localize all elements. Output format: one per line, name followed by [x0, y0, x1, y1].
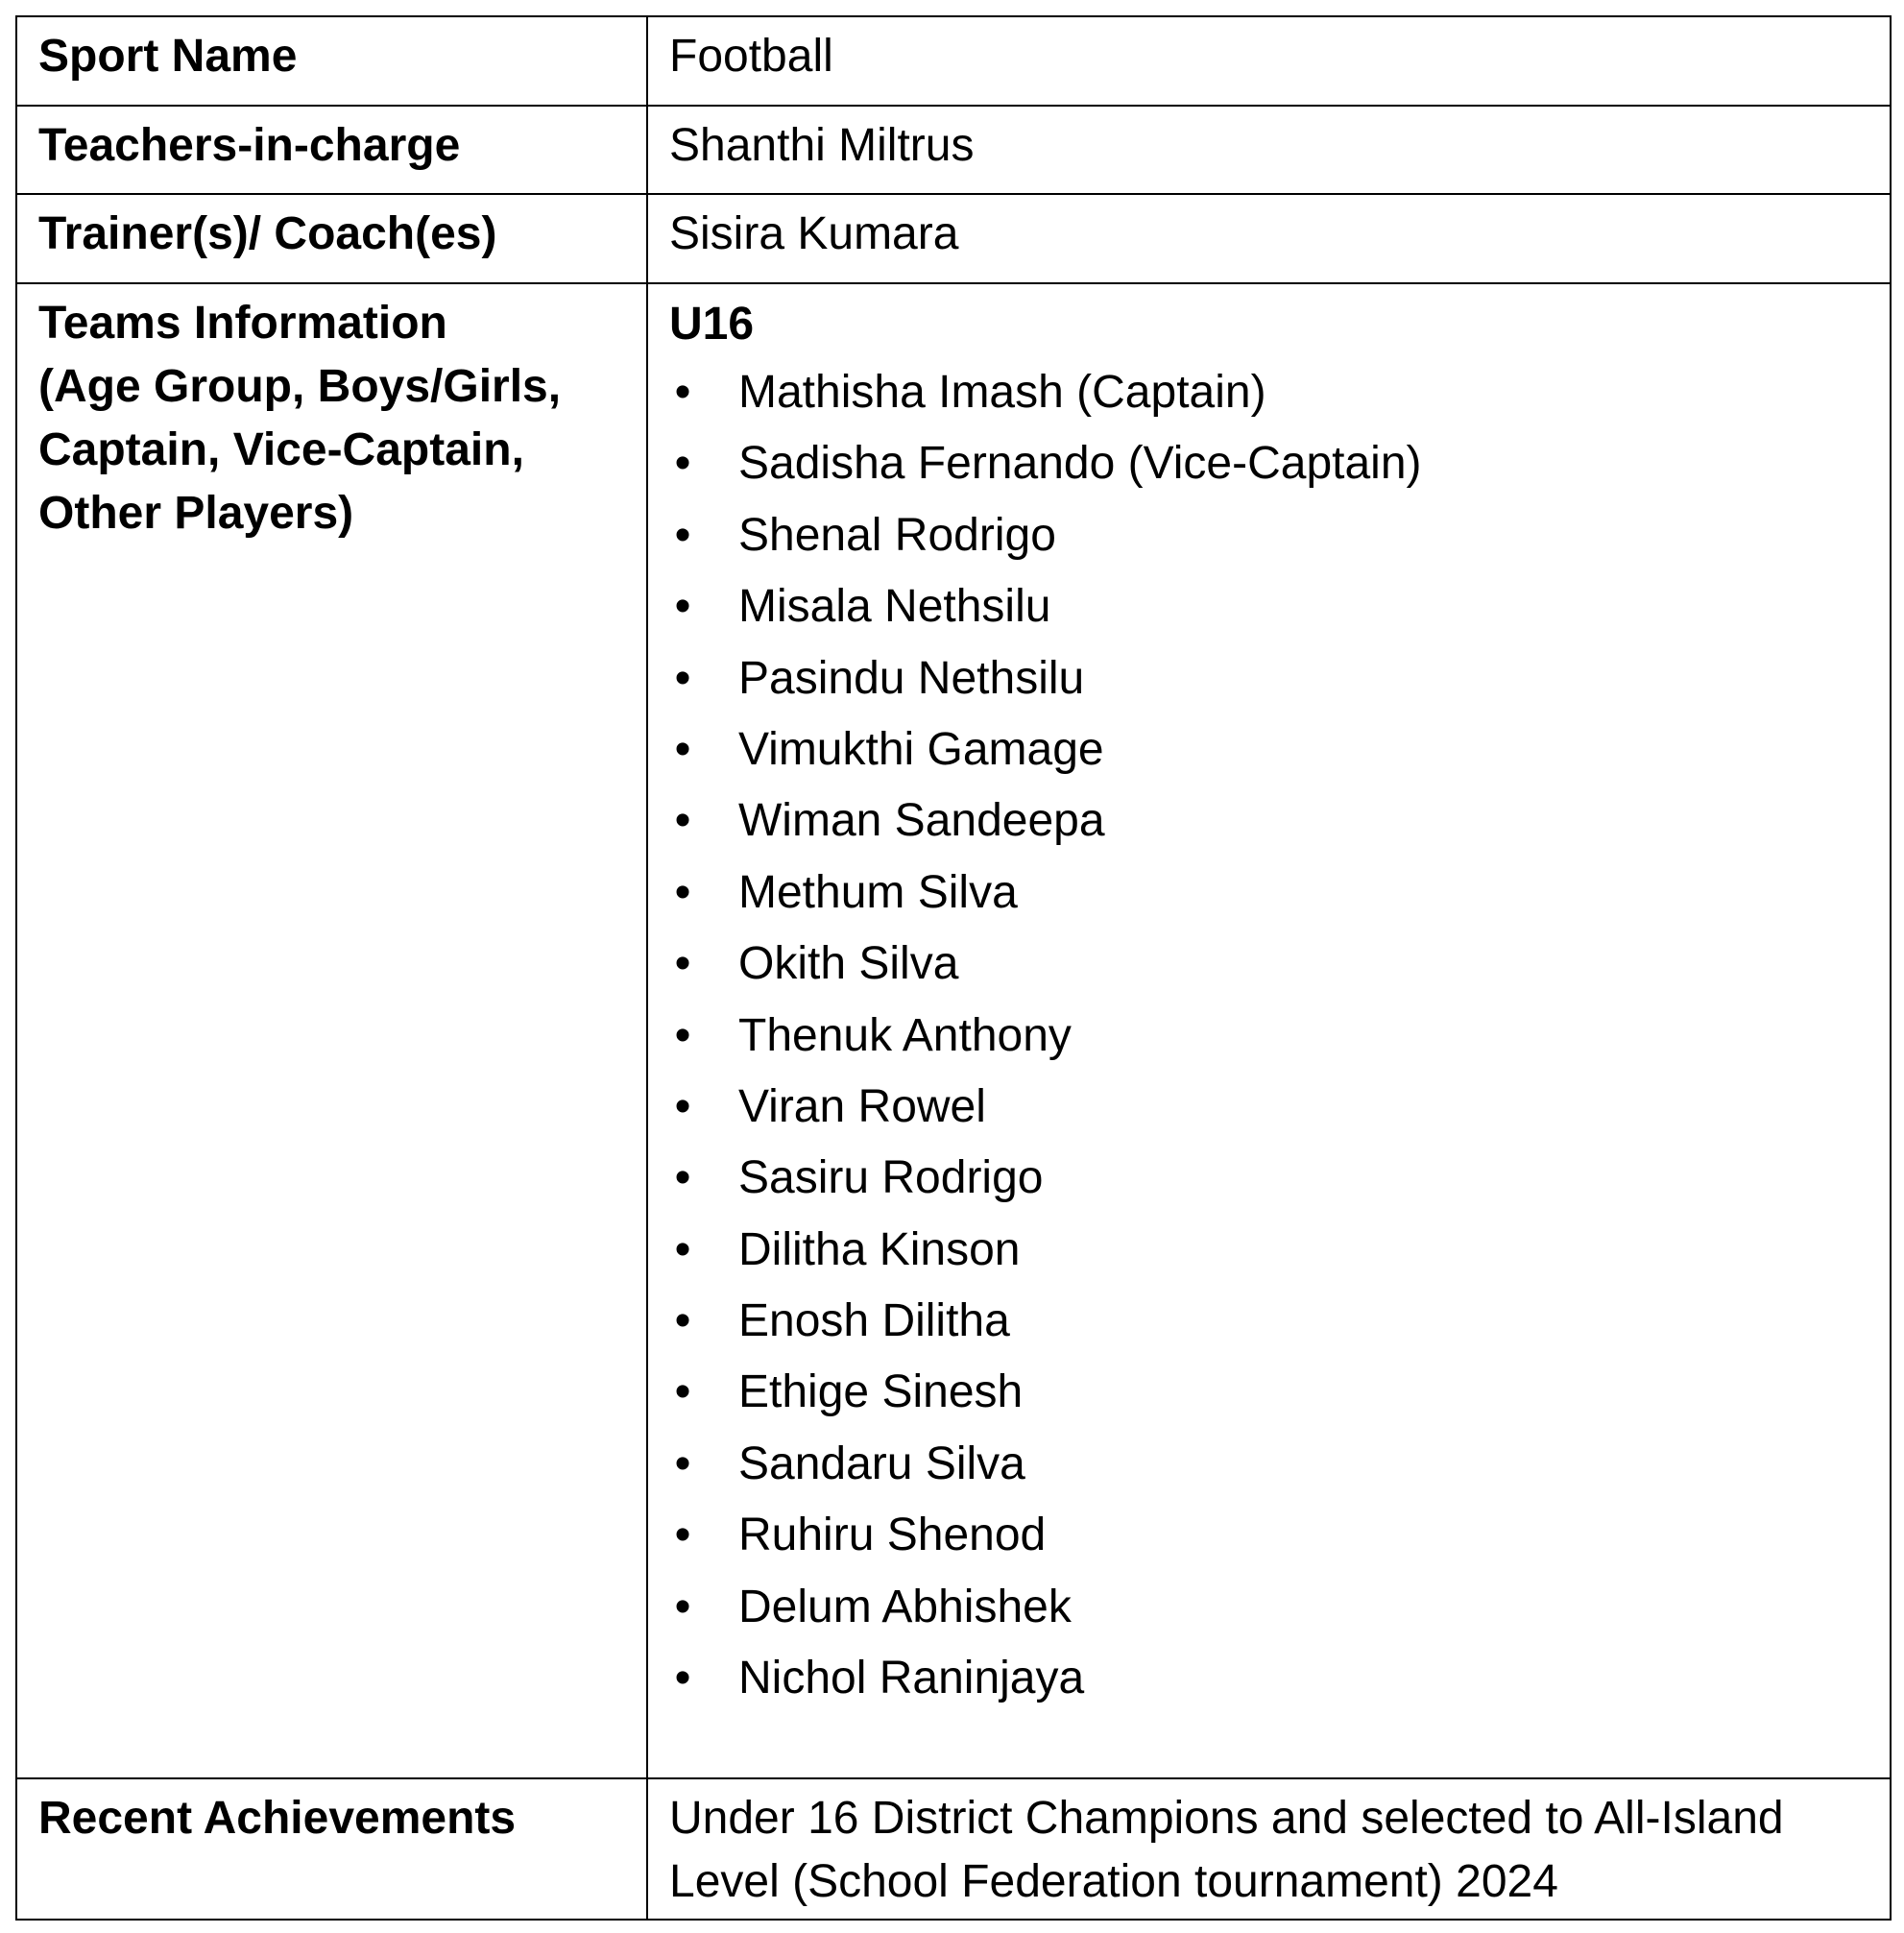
player-name: Sasiru Rodrigo: [738, 1152, 1044, 1204]
list-item: [669, 929, 1868, 1000]
bullet-icon: •: [674, 1152, 691, 1204]
player-name: Methum Silva: [738, 866, 1018, 918]
player-name: Delum Abhishek: [738, 1581, 1072, 1632]
bullet-icon: •: [674, 938, 691, 990]
sport-name-value: Football: [647, 16, 1891, 106]
teams-information-value: [647, 283, 1891, 1778]
list-item: [669, 714, 1868, 785]
list-item: [669, 1143, 1868, 1214]
list-item: [669, 571, 1868, 642]
list-item: [669, 1001, 1868, 1072]
player-name: Wiman Sandeepa: [738, 795, 1105, 847]
player-name: Misala Nethsilu: [738, 581, 1051, 633]
recent-achievements-label: Recent Achievements: [16, 1778, 647, 1920]
player-name: Shenal Rodrigo: [738, 509, 1056, 561]
bullet-icon: •: [674, 1009, 691, 1061]
list-item: [669, 1500, 1868, 1571]
player-name: Mathisha Imash (Captain): [738, 367, 1266, 418]
bullet-icon: •: [674, 1223, 691, 1275]
player-name: Thenuk Anthony: [738, 1009, 1072, 1061]
team-age-group: U16: [669, 299, 755, 350]
sport-name-label: Sport Name: [16, 16, 647, 106]
player-list: [669, 357, 1868, 1714]
list-item: [669, 1643, 1868, 1714]
list-item: [669, 1286, 1868, 1357]
player-name: Okith Silva: [738, 938, 959, 990]
player-name: Sadisha Fernando (Vice-Captain): [738, 438, 1422, 490]
bullet-icon: •: [674, 438, 691, 490]
list-item: [669, 1357, 1868, 1428]
list-item: [669, 357, 1868, 428]
player-name: Ruhiru Shenod: [738, 1510, 1047, 1561]
bullet-icon: •: [674, 866, 691, 918]
teachers-in-charge-value: Shanthi Miltrus: [647, 106, 1891, 194]
list-item: [669, 1572, 1868, 1643]
player-name: Enosh Dilitha: [738, 1295, 1010, 1347]
player-name: Nichol Raninjaya: [738, 1653, 1085, 1704]
list-item: [669, 1215, 1868, 1286]
bullet-icon: •: [674, 795, 691, 847]
bullet-icon: •: [674, 1366, 691, 1418]
recent-achievements-row: [16, 1778, 1891, 1920]
trainer-coach-label: Trainer(s)/ Coach(es): [16, 194, 647, 283]
player-name: Vimukthi Gamage: [738, 723, 1104, 775]
sport-name-row: [16, 16, 1891, 106]
bullet-icon: •: [674, 1653, 691, 1704]
list-item: [669, 428, 1868, 499]
bullet-icon: •: [674, 1438, 691, 1489]
list-item: [669, 785, 1868, 857]
bullet-icon: •: [674, 1295, 691, 1347]
bullet-icon: •: [674, 1080, 691, 1132]
trainer-coach-row: [16, 194, 1891, 283]
player-name: Dilitha Kinson: [738, 1223, 1021, 1275]
sport-info-table: [15, 15, 1892, 1921]
list-item: [669, 858, 1868, 929]
bullet-icon: •: [674, 723, 691, 775]
player-name: Ethige Sinesh: [738, 1366, 1024, 1418]
bullet-icon: •: [674, 1510, 691, 1561]
bullet-icon: •: [674, 509, 691, 561]
list-item: [669, 1072, 1868, 1143]
teams-information-row: [16, 283, 1891, 1778]
trainer-coach-value: Sisira Kumara: [647, 194, 1891, 283]
list-item: [669, 1429, 1868, 1500]
bullet-icon: •: [674, 652, 691, 704]
bullet-icon: •: [674, 367, 691, 418]
player-name: Pasindu Nethsilu: [738, 652, 1085, 704]
bullet-icon: •: [674, 1581, 691, 1632]
list-item: [669, 500, 1868, 571]
bullet-icon: •: [674, 581, 691, 633]
teams-information-label: Teams Information (Age Group, Boys/Girls, Captain, Vice-Captain, Other Players): [16, 283, 647, 1778]
player-name: Sandaru Silva: [738, 1438, 1025, 1489]
teachers-in-charge-label: Teachers-in-charge: [16, 106, 647, 194]
recent-achievements-value: Under 16 District Champions and selected to All-Island Level (School Federation tournament) 2024: [647, 1778, 1891, 1920]
teachers-in-charge-row: [16, 106, 1891, 194]
list-item: [669, 643, 1868, 714]
player-name: Viran Rowel: [738, 1080, 986, 1132]
